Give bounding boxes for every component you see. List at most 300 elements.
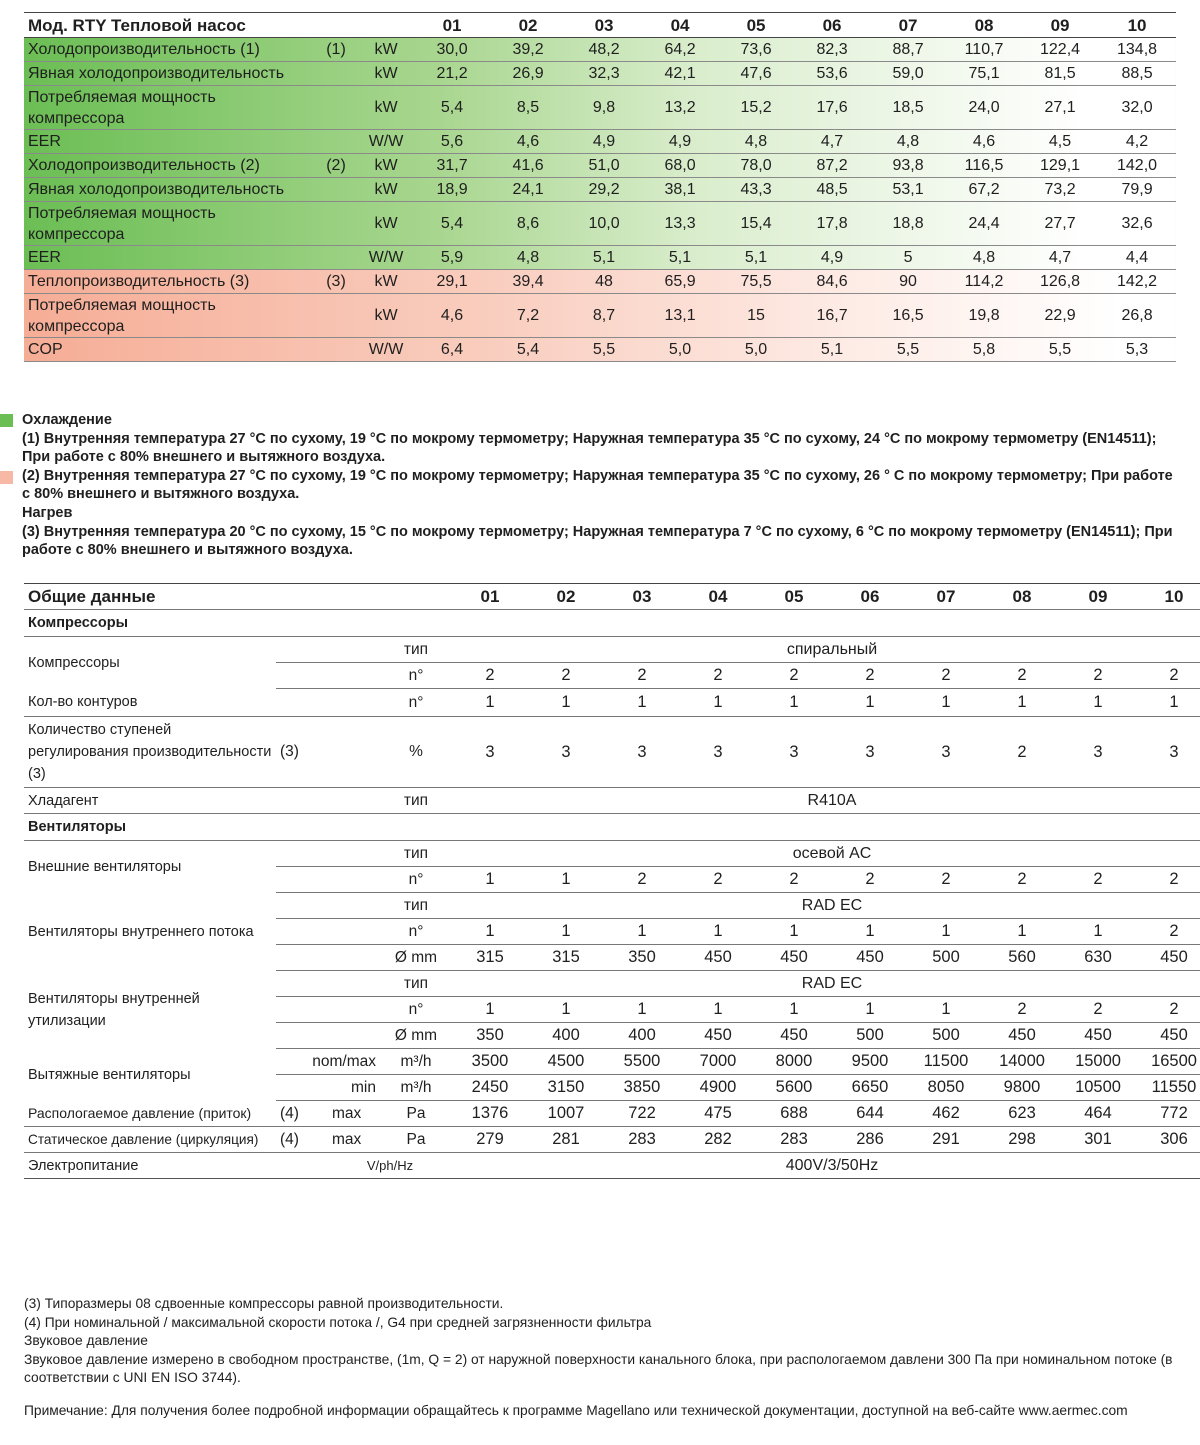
note-1: (1) Внутренняя температура 27 °C по сухому, 19 °C по мокрому термометру; Наружная температура 35 °C по сухому, 24 °C по мокрому термометру (EN14511); При работе с 80% внешнего и вытяжного воздуха. (22, 430, 1157, 466)
value-cell: 4,9 (566, 130, 642, 154)
row-note: (2) (314, 154, 358, 178)
value-cell: 82,3 (794, 38, 870, 62)
power-label: Электропитание (24, 1153, 276, 1179)
value-cell: 2 (1136, 919, 1200, 945)
value-cell: 9800 (984, 1075, 1060, 1101)
cooling-row (24, 86, 1176, 130)
value-cell: 4,4 (1098, 246, 1176, 270)
ext-fans-type-value: осевой AC (452, 841, 1200, 867)
cooling-row (24, 38, 1176, 62)
value-cell: 16500 (1136, 1049, 1200, 1075)
value-cell: 53,1 (870, 178, 946, 202)
value-cell: 15000 (1060, 1049, 1136, 1075)
value-cell: 5,0 (642, 338, 718, 362)
compressors-type-row (24, 637, 1200, 663)
value-cell: 93,8 (870, 154, 946, 178)
row-note (314, 86, 358, 130)
value-cell: 1 (908, 689, 984, 717)
general-header-row (24, 584, 1200, 610)
row-label: EER (24, 130, 314, 154)
value-cell: 87,2 (794, 154, 870, 178)
value-cell: 4,9 (642, 130, 718, 154)
value-cell: 722 (604, 1101, 680, 1127)
value-cell: 3150 (528, 1075, 604, 1101)
value-cell: 450 (1060, 1023, 1136, 1049)
row-label: Явная холодопроизводительность (24, 62, 314, 86)
value-cell: 13,1 (642, 294, 718, 338)
value-cell: 5600 (756, 1075, 832, 1101)
static-pressure-row (24, 1127, 1200, 1153)
empty-cell (276, 663, 380, 689)
diameter-unit: Ø mm (380, 1023, 452, 1049)
value-cell: 4,2 (1098, 130, 1176, 154)
row-label: Холодопроизводительность (1) (24, 38, 314, 62)
value-cell: 5,0 (718, 338, 794, 362)
row-note: (4) (276, 1127, 328, 1153)
value-cell: 2 (528, 663, 604, 689)
value-cell: 15 (718, 294, 794, 338)
row-label: Явная холодопроизводительность (24, 178, 314, 202)
model-header: 03 (604, 584, 680, 610)
row-note (314, 294, 358, 338)
value-cell: 5,5 (870, 338, 946, 362)
row-unit: W/W (358, 338, 414, 362)
model-header: 04 (680, 584, 756, 610)
flow-key: min (276, 1075, 380, 1101)
value-cell: 17,8 (794, 202, 870, 246)
circuits-row (24, 689, 1200, 717)
empty-cell (276, 637, 380, 663)
value-cell: 4,6 (490, 130, 566, 154)
row-unit: W/W (358, 130, 414, 154)
model-header: 05 (756, 584, 832, 610)
power-unit: V/ph/Hz (328, 1153, 452, 1179)
value-cell: 1 (452, 689, 528, 717)
row-unit: W/W (358, 246, 414, 270)
value-cell: 450 (680, 945, 756, 971)
int-fans-label: Вентиляторы внутреннего потока (28, 923, 254, 940)
value-cell: 4,7 (794, 130, 870, 154)
value-cell: 75,5 (718, 270, 794, 294)
value-cell: 64,2 (642, 38, 718, 62)
value-cell: 5,1 (566, 246, 642, 270)
power-value: 400V/3/50Hz (452, 1153, 1200, 1179)
pressure-unit: Pa (380, 1101, 452, 1127)
pressure-key: max (328, 1101, 380, 1127)
value-cell: 4,9 (794, 246, 870, 270)
value-cell: 644 (832, 1101, 908, 1127)
value-cell: 1007 (528, 1101, 604, 1127)
value-cell: 29,2 (566, 178, 642, 202)
value-cell: 1 (528, 919, 604, 945)
value-cell: 450 (1136, 945, 1200, 971)
value-cell: 4,8 (718, 130, 794, 154)
circuits-label: Кол-во контуров (24, 689, 276, 717)
value-cell: 38,1 (642, 178, 718, 202)
value-cell: 142,0 (1098, 154, 1176, 178)
value-cell: 560 (984, 945, 1060, 971)
value-cell: 18,8 (870, 202, 946, 246)
value-cell: 24,0 (946, 86, 1022, 130)
value-cell: 1 (452, 997, 528, 1023)
value-cell: 1 (528, 689, 604, 717)
value-cell: 47,6 (718, 62, 794, 86)
avail-pressure-label: Распологаемое давление (приток) (24, 1101, 276, 1127)
value-cell: 75,1 (946, 62, 1022, 86)
value-cell: 17,6 (794, 86, 870, 130)
value-cell: 67,2 (946, 178, 1022, 202)
performance-title: Мод. RTY Тепловой насос (24, 13, 414, 38)
model-header: 03 (566, 13, 642, 38)
value-cell: 116,5 (946, 154, 1022, 178)
value-cell: 2 (1060, 997, 1136, 1023)
value-cell: 3 (1060, 717, 1136, 788)
value-cell: 286 (832, 1127, 908, 1153)
value-cell: 4,6 (946, 130, 1022, 154)
value-cell: 11550 (1136, 1075, 1200, 1101)
value-cell: 3 (1136, 717, 1200, 788)
value-cell: 48,5 (794, 178, 870, 202)
row-note: (3) (314, 270, 358, 294)
value-cell: 5,5 (1022, 338, 1098, 362)
value-cell: 306 (1136, 1127, 1200, 1153)
flow-unit: m³/h (380, 1075, 452, 1101)
value-cell: 450 (680, 1023, 756, 1049)
value-cell: 21,2 (414, 62, 490, 86)
ext-fans-type-row (24, 841, 1200, 867)
value-cell: 1 (984, 689, 1060, 717)
rec-fans-label: Вентиляторы внутренней утилизации (28, 990, 200, 1029)
row-label: EER (24, 246, 314, 270)
row-unit: kW (358, 270, 414, 294)
model-header: 02 (528, 584, 604, 610)
value-cell: 84,6 (794, 270, 870, 294)
count-unit: n° (380, 867, 452, 893)
value-cell: 3 (832, 717, 908, 788)
value-cell: 2 (984, 663, 1060, 689)
value-cell: 1 (528, 997, 604, 1023)
value-cell: 291 (908, 1127, 984, 1153)
value-cell: 5500 (604, 1049, 680, 1075)
compressor-type-value: спиральный (452, 637, 1200, 663)
value-cell: 2 (984, 867, 1060, 893)
count-unit: n° (380, 663, 452, 689)
value-cell: 30,0 (414, 38, 490, 62)
row-note (314, 178, 358, 202)
value-cell: 450 (984, 1023, 1060, 1049)
empty-cell (276, 945, 380, 971)
value-cell: 2 (1060, 663, 1136, 689)
section-row (24, 610, 1200, 637)
value-cell: 68,0 (642, 154, 718, 178)
empty-cell (276, 997, 380, 1023)
footnotes (24, 1295, 1184, 1421)
remark: Примечание: Для получения более подробной информации обращайтесь к программе Magellano или технической документации, доступной на веб-сайте www.aermec.com (24, 1402, 1128, 1418)
empty-cell (276, 788, 380, 814)
refrigerant-row (24, 788, 1200, 814)
value-cell: 2 (908, 663, 984, 689)
note-3: (3) Внутренняя температура 20 °C по сухому, 15 °C по мокрому термометру; Наружная температура 7 °C по сухому, 6 °C по мокрому термометру (EN14511); При работе с 80% внешнего и вытяжного воздуха. (22, 523, 1173, 559)
value-cell: 5,1 (718, 246, 794, 270)
value-cell: 15,4 (718, 202, 794, 246)
value-cell: 142,2 (1098, 270, 1176, 294)
value-cell: 3 (680, 717, 756, 788)
exh-fans-nom-row (24, 1049, 1200, 1075)
value-cell: 31,7 (414, 154, 490, 178)
model-header: 09 (1022, 13, 1098, 38)
value-cell: 279 (452, 1127, 528, 1153)
compressors-label: Компрессоры (28, 654, 120, 671)
model-header: 06 (794, 13, 870, 38)
value-cell: 400 (604, 1023, 680, 1049)
model-header: 04 (642, 13, 718, 38)
model-header: 05 (718, 13, 794, 38)
row-unit: kW (358, 294, 414, 338)
value-cell: 122,4 (1022, 38, 1098, 62)
value-cell: 500 (908, 1023, 984, 1049)
value-cell: 282 (680, 1127, 756, 1153)
row-note: (3) (276, 717, 328, 788)
value-cell: 623 (984, 1101, 1060, 1127)
row-label: Потребляемая мощность компрессора (24, 86, 314, 130)
value-cell: 1 (756, 919, 832, 945)
model-header: 01 (414, 13, 490, 38)
flow-key: nom/max (276, 1049, 380, 1075)
empty-cell (276, 1023, 380, 1049)
value-cell: 2 (832, 867, 908, 893)
row-unit: kW (358, 178, 414, 202)
value-cell: 1 (452, 867, 528, 893)
value-cell: 1 (908, 919, 984, 945)
value-cell: 3 (756, 717, 832, 788)
model-header: 07 (908, 584, 984, 610)
value-cell: 1 (604, 997, 680, 1023)
value-cell: 14000 (984, 1049, 1060, 1075)
int-fans-type-row (24, 893, 1200, 919)
cooling-row (24, 202, 1176, 246)
general-data-table (24, 583, 1200, 1179)
model-header: 09 (1060, 584, 1136, 610)
row-unit: kW (358, 38, 414, 62)
refrigerant-label: Хладагент (28, 792, 99, 809)
value-cell: 301 (1060, 1127, 1136, 1153)
row-note: (4) (276, 1101, 328, 1127)
value-cell: 1 (604, 689, 680, 717)
section-fans: Вентиляторы (24, 814, 1200, 841)
empty-cell (328, 717, 380, 788)
model-header: 08 (946, 13, 1022, 38)
value-cell: 39,2 (490, 38, 566, 62)
value-cell: 15,2 (718, 86, 794, 130)
value-cell: 450 (832, 945, 908, 971)
value-cell: 39,4 (490, 270, 566, 294)
value-cell: 4,8 (870, 130, 946, 154)
value-cell: 26,8 (1098, 294, 1176, 338)
avail-pressure-row (24, 1101, 1200, 1127)
row-label: Потребляемая мощность компрессора (24, 202, 314, 246)
value-cell: 315 (528, 945, 604, 971)
value-cell: 3 (908, 717, 984, 788)
row-note (314, 338, 358, 362)
type-unit: тип (403, 791, 429, 809)
value-cell: 450 (756, 945, 832, 971)
value-cell: 6,4 (414, 338, 490, 362)
value-cell: 1 (756, 997, 832, 1023)
cooling-row (24, 178, 1176, 202)
row-unit: kW (358, 86, 414, 130)
value-cell: 1 (680, 997, 756, 1023)
value-cell: 73,6 (718, 38, 794, 62)
value-cell: 1 (984, 919, 1060, 945)
value-cell: 2 (680, 867, 756, 893)
type-unit: тип (380, 841, 452, 867)
value-cell: 1 (1136, 689, 1200, 717)
cooling-legend-square (0, 414, 13, 427)
value-cell: 500 (832, 1023, 908, 1049)
value-cell: 5,8 (946, 338, 1022, 362)
value-cell: 1 (528, 867, 604, 893)
value-cell: 88,5 (1098, 62, 1176, 86)
value-cell: 129,1 (1022, 154, 1098, 178)
footnote-3: (3) Типоразмеры 08 сдвоенные компрессоры равной производительности. (24, 1296, 504, 1311)
rec-fans-type-row (24, 971, 1200, 997)
count-unit: n° (380, 997, 452, 1023)
int-fans-type-value: RAD EC (452, 893, 1200, 919)
value-cell: 630 (1060, 945, 1136, 971)
value-cell: 48,2 (566, 38, 642, 62)
cooling-row (24, 62, 1176, 86)
value-cell: 2 (452, 663, 528, 689)
row-note (314, 202, 358, 246)
footnote-4: (4) При номинальной / максимальной скорости потока /, G4 при средней загрязненности фильтра (24, 1314, 652, 1330)
value-cell: 42,1 (642, 62, 718, 86)
value-cell: 1 (908, 997, 984, 1023)
value-cell: 3 (604, 717, 680, 788)
row-label: Теплопроизводительность (3) (24, 270, 314, 294)
note-2: (2) Внутренняя температура 27 °C по сухому, 19 °C по мокрому термометру; Наружная температура 35 °C по сухому, 26 ° C по мокрому термометру; При работе с 80% внешнего и вытяжного воздуха. (22, 467, 1173, 503)
value-cell: 475 (680, 1101, 756, 1127)
row-label: Холодопроизводительность (2) (24, 154, 314, 178)
model-header: 08 (984, 584, 1060, 610)
value-cell: 32,0 (1098, 86, 1176, 130)
value-cell: 16,7 (794, 294, 870, 338)
value-cell: 1 (832, 689, 908, 717)
row-label: COP (24, 338, 314, 362)
model-header: 10 (1136, 584, 1200, 610)
value-cell: 450 (756, 1023, 832, 1049)
value-cell: 283 (756, 1127, 832, 1153)
value-cell: 81,5 (1022, 62, 1098, 86)
value-cell: 2 (1136, 663, 1200, 689)
heating-heading: Нагрев (22, 504, 73, 521)
heating-row (24, 338, 1176, 362)
empty-cell (276, 919, 380, 945)
power-row (24, 1153, 1200, 1179)
value-cell: 5,1 (794, 338, 870, 362)
value-cell: 1 (1060, 689, 1136, 717)
value-cell: 4,8 (490, 246, 566, 270)
heating-row (24, 270, 1176, 294)
value-cell: 1 (832, 919, 908, 945)
value-cell: 18,9 (414, 178, 490, 202)
value-cell: 32,3 (566, 62, 642, 86)
ext-fans-label: Внешние вентиляторы (28, 858, 182, 875)
row-note (314, 246, 358, 270)
value-cell: 688 (756, 1101, 832, 1127)
value-cell: 51,0 (566, 154, 642, 178)
section-compressors: Компрессоры (24, 610, 1200, 637)
value-cell: 27,1 (1022, 86, 1098, 130)
value-cell: 5,4 (414, 202, 490, 246)
row-unit: kW (358, 62, 414, 86)
sound-text: Звуковое давление измерено в свободном пространстве, (1m, Q = 2) от наружной поверхности канального блока, при распологаемом давлени 300 Па при номинальном потоке (в соответствии с UNI EN ISO 3744). (24, 1351, 1173, 1386)
value-cell: 6650 (832, 1075, 908, 1101)
value-cell: 2 (1136, 997, 1200, 1023)
heating-legend-square (0, 471, 13, 484)
row-label: Потребляемая мощность компрессора (24, 294, 314, 338)
value-cell: 134,8 (1098, 38, 1176, 62)
sound-heading: Звуковое давление (24, 1333, 148, 1349)
value-cell: 1 (452, 919, 528, 945)
value-cell: 400 (528, 1023, 604, 1049)
value-cell: 79,9 (1098, 178, 1176, 202)
value-cell: 13,3 (642, 202, 718, 246)
type-unit: тип (380, 637, 452, 663)
value-cell: 281 (528, 1127, 604, 1153)
value-cell: 4900 (680, 1075, 756, 1101)
value-cell: 2 (756, 663, 832, 689)
value-cell: 24,4 (946, 202, 1022, 246)
value-cell: 7000 (680, 1049, 756, 1075)
percent-unit: % (380, 717, 452, 788)
value-cell: 2 (604, 663, 680, 689)
cooling-heading: Охлаждение (22, 412, 112, 428)
capacity-steps-label: Количество ступеней регулирования производительности (3) (24, 717, 276, 788)
value-cell: 8000 (756, 1049, 832, 1075)
value-cell: 3850 (604, 1075, 680, 1101)
empty-cell (276, 893, 380, 919)
value-cell: 2 (680, 663, 756, 689)
section-row (24, 814, 1200, 841)
row-unit: kW (358, 154, 414, 178)
model-header: 06 (832, 584, 908, 610)
value-cell: 32,6 (1098, 202, 1176, 246)
value-cell: 19,8 (946, 294, 1022, 338)
conditions-notes (22, 411, 1182, 560)
value-cell: 350 (604, 945, 680, 971)
refrigerant-value: R410A (807, 791, 857, 809)
value-cell: 5,3 (1098, 338, 1176, 362)
value-cell: 114,2 (946, 270, 1022, 294)
general-title: Общие данные (24, 584, 452, 610)
performance-header-row (24, 13, 1176, 38)
cooling-row (24, 246, 1176, 270)
value-cell: 4,6 (414, 294, 490, 338)
value-cell: 1 (604, 919, 680, 945)
model-header: 07 (870, 13, 946, 38)
value-cell: 3500 (452, 1049, 528, 1075)
value-cell: 5,6 (414, 130, 490, 154)
value-cell: 22,9 (1022, 294, 1098, 338)
value-cell: 13,2 (642, 86, 718, 130)
flow-unit: m³/h (380, 1049, 452, 1075)
value-cell: 8050 (908, 1075, 984, 1101)
value-cell: 78,0 (718, 154, 794, 178)
value-cell: 4500 (528, 1049, 604, 1075)
value-cell: 41,6 (490, 154, 566, 178)
row-note (314, 130, 358, 154)
value-cell: 27,7 (1022, 202, 1098, 246)
